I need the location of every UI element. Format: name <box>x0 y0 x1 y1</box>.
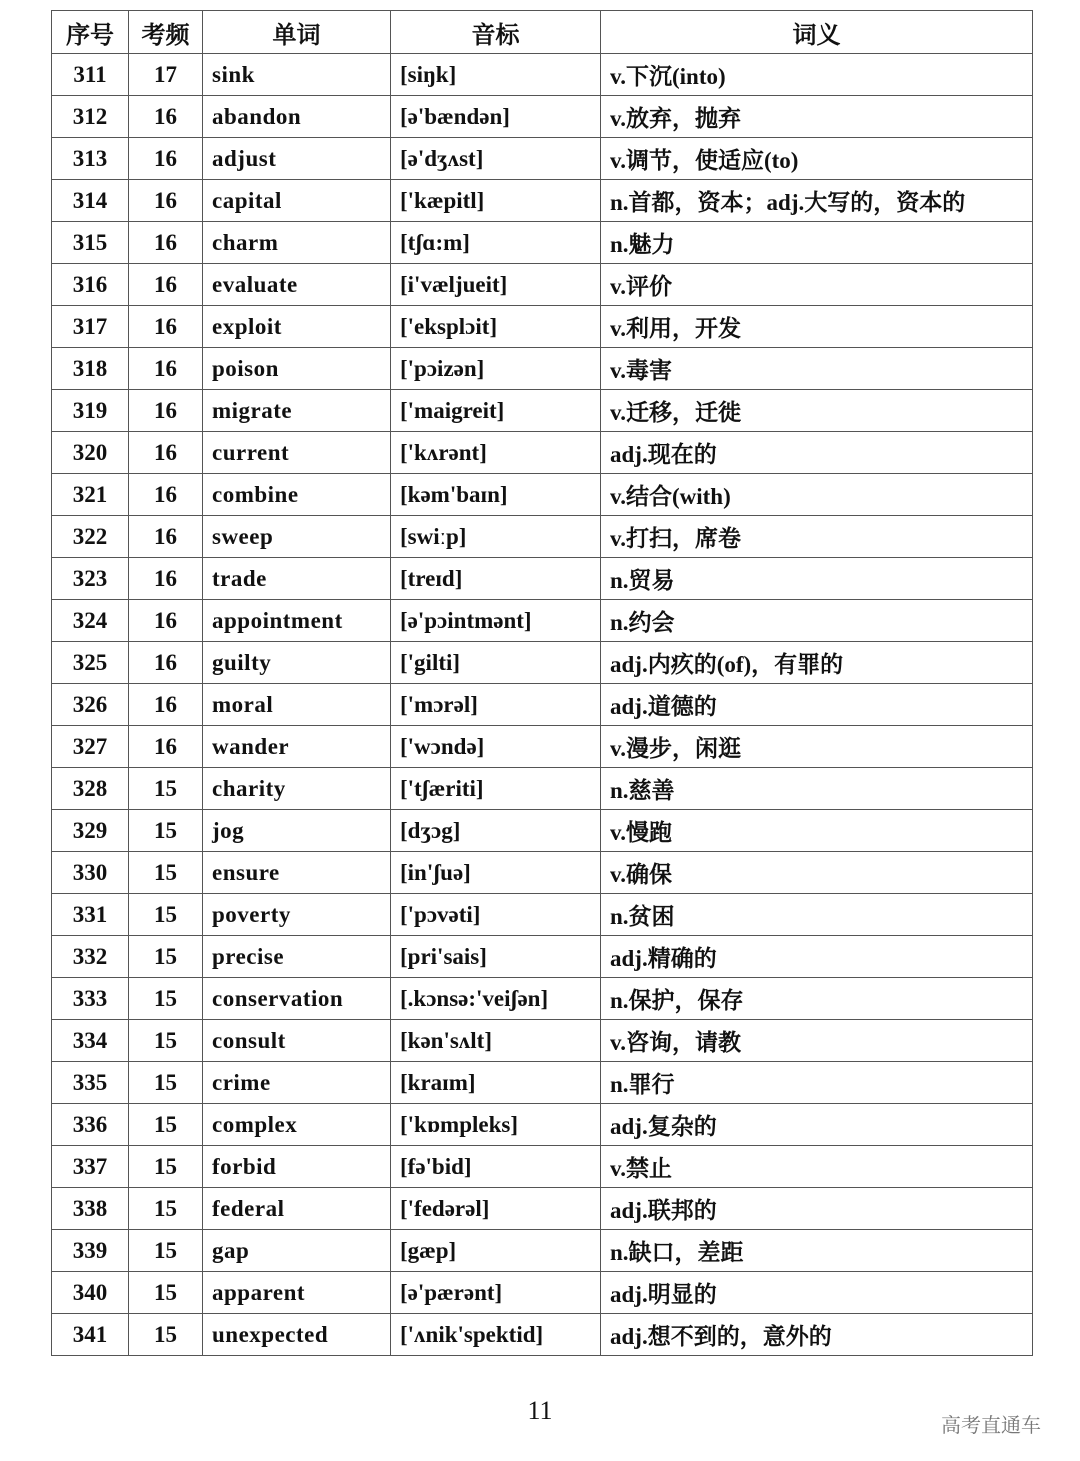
cell-meaning: v.打扫，席卷 <box>601 516 1033 558</box>
header-meaning: 词义 <box>601 11 1033 54</box>
cell-meaning: v.迁移，迁徙 <box>601 390 1033 432</box>
cell-word: guilty <box>203 642 391 684</box>
cell-word: capital <box>203 180 391 222</box>
cell-word: evaluate <box>203 264 391 306</box>
cell-phonetic: [kən'sʌlt] <box>391 1020 601 1062</box>
cell-meaning: v.确保 <box>601 852 1033 894</box>
table-row <box>52 222 1033 264</box>
cell-frequency: 15 <box>129 936 203 978</box>
cell-index: 324 <box>52 600 129 642</box>
header-phonetic: 音标 <box>391 11 601 54</box>
cell-word: complex <box>203 1104 391 1146</box>
table-row <box>52 810 1033 852</box>
cell-index: 327 <box>52 726 129 768</box>
cell-phonetic: [swiːp] <box>391 516 601 558</box>
table-row <box>52 894 1033 936</box>
cell-index: 326 <box>52 684 129 726</box>
cell-frequency: 17 <box>129 54 203 96</box>
cell-index: 332 <box>52 936 129 978</box>
cell-frequency: 16 <box>129 432 203 474</box>
cell-index: 314 <box>52 180 129 222</box>
cell-word: sweep <box>203 516 391 558</box>
cell-word: federal <box>203 1188 391 1230</box>
cell-meaning: n.罪行 <box>601 1062 1033 1104</box>
cell-frequency: 16 <box>129 306 203 348</box>
cell-phonetic: [fə'bid] <box>391 1146 601 1188</box>
cell-frequency: 16 <box>129 180 203 222</box>
cell-phonetic: [ə'bændən] <box>391 96 601 138</box>
watermark: 高考直通车 <box>941 1413 1041 1437</box>
cell-frequency: 15 <box>129 1020 203 1062</box>
table-row <box>52 474 1033 516</box>
cell-phonetic: [pri'sais] <box>391 936 601 978</box>
table-row <box>52 1314 1033 1356</box>
cell-word: exploit <box>203 306 391 348</box>
cell-word: migrate <box>203 390 391 432</box>
cell-phonetic: [gæp] <box>391 1230 601 1272</box>
table-row <box>52 1230 1033 1272</box>
cell-phonetic: ['ʌnik'spektid] <box>391 1314 601 1356</box>
cell-phonetic: [kraɪm] <box>391 1062 601 1104</box>
cell-meaning: n.慈善 <box>601 768 1033 810</box>
cell-frequency: 16 <box>129 726 203 768</box>
cell-frequency: 16 <box>129 348 203 390</box>
cell-frequency: 16 <box>129 96 203 138</box>
cell-meaning: n.缺口，差距 <box>601 1230 1033 1272</box>
cell-meaning: v.放弃，抛弃 <box>601 96 1033 138</box>
cell-meaning: n.首都，资本；adj.大写的，资本的 <box>601 180 1033 222</box>
cell-frequency: 15 <box>129 768 203 810</box>
table-row <box>52 390 1033 432</box>
cell-word: appointment <box>203 600 391 642</box>
cell-phonetic: [treɪd] <box>391 558 601 600</box>
table-row <box>52 684 1033 726</box>
cell-word: forbid <box>203 1146 391 1188</box>
cell-word: consult <box>203 1020 391 1062</box>
cell-index: 311 <box>52 54 129 96</box>
cell-index: 330 <box>52 852 129 894</box>
cell-frequency: 16 <box>129 390 203 432</box>
cell-frequency: 16 <box>129 474 203 516</box>
cell-index: 317 <box>52 306 129 348</box>
cell-frequency: 15 <box>129 1146 203 1188</box>
table-row <box>52 432 1033 474</box>
cell-phonetic: ['pɔizən] <box>391 348 601 390</box>
cell-frequency: 15 <box>129 1314 203 1356</box>
cell-index: 333 <box>52 978 129 1020</box>
cell-phonetic: ['eksplɔit] <box>391 306 601 348</box>
cell-index: 315 <box>52 222 129 264</box>
cell-meaning: v.调节，使适应(to) <box>601 138 1033 180</box>
cell-word: poison <box>203 348 391 390</box>
table-row <box>52 1188 1033 1230</box>
cell-phonetic: ['kæpitl] <box>391 180 601 222</box>
cell-word: jog <box>203 810 391 852</box>
cell-index: 341 <box>52 1314 129 1356</box>
cell-index: 331 <box>52 894 129 936</box>
table-row <box>52 1104 1033 1146</box>
cell-word: adjust <box>203 138 391 180</box>
cell-word: conservation <box>203 978 391 1020</box>
header-row <box>52 11 1033 54</box>
cell-meaning: adj.内疚的(of)，有罪的 <box>601 642 1033 684</box>
cell-phonetic: [ə'dʒʌst] <box>391 138 601 180</box>
table-row <box>52 852 1033 894</box>
cell-frequency: 15 <box>129 1188 203 1230</box>
table-row <box>52 768 1033 810</box>
page-number: 11 <box>527 1396 553 1425</box>
cell-word: charity <box>203 768 391 810</box>
table-row <box>52 1272 1033 1314</box>
cell-frequency: 15 <box>129 810 203 852</box>
cell-phonetic: [siŋk] <box>391 54 601 96</box>
table-row <box>52 1062 1033 1104</box>
cell-meaning: n.约会 <box>601 600 1033 642</box>
cell-meaning: adj.复杂的 <box>601 1104 1033 1146</box>
cell-meaning: adj.明显的 <box>601 1272 1033 1314</box>
cell-meaning: v.利用，开发 <box>601 306 1033 348</box>
cell-phonetic: [dʒɔg] <box>391 810 601 852</box>
cell-meaning: v.结合(with) <box>601 474 1033 516</box>
table-row <box>52 936 1033 978</box>
cell-word: moral <box>203 684 391 726</box>
cell-phonetic: ['maigreit] <box>391 390 601 432</box>
cell-frequency: 15 <box>129 1062 203 1104</box>
table-row <box>52 978 1033 1020</box>
cell-phonetic: [ə'pærənt] <box>391 1272 601 1314</box>
cell-word: apparent <box>203 1272 391 1314</box>
table-row <box>52 96 1033 138</box>
cell-index: 320 <box>52 432 129 474</box>
cell-frequency: 16 <box>129 684 203 726</box>
cell-index: 323 <box>52 558 129 600</box>
cell-frequency: 15 <box>129 1272 203 1314</box>
cell-phonetic: ['wɔndə] <box>391 726 601 768</box>
cell-index: 339 <box>52 1230 129 1272</box>
table-row <box>52 726 1033 768</box>
cell-index: 316 <box>52 264 129 306</box>
cell-index: 318 <box>52 348 129 390</box>
cell-meaning: n.贸易 <box>601 558 1033 600</box>
table-row <box>52 516 1033 558</box>
cell-phonetic: ['kɒmpleks] <box>391 1104 601 1146</box>
table-row <box>52 306 1033 348</box>
cell-meaning: v.评价 <box>601 264 1033 306</box>
table-row <box>52 138 1033 180</box>
table-row <box>52 348 1033 390</box>
cell-frequency: 15 <box>129 1230 203 1272</box>
cell-frequency: 15 <box>129 1104 203 1146</box>
table-row <box>52 54 1033 96</box>
cell-phonetic: ['mɔrəl] <box>391 684 601 726</box>
cell-index: 325 <box>52 642 129 684</box>
cell-word: abandon <box>203 96 391 138</box>
cell-phonetic: [ə'pɔintmənt] <box>391 600 601 642</box>
cell-meaning: adj.想不到的，意外的 <box>601 1314 1033 1356</box>
table-row <box>52 1146 1033 1188</box>
cell-index: 313 <box>52 138 129 180</box>
cell-word: ensure <box>203 852 391 894</box>
cell-index: 321 <box>52 474 129 516</box>
cell-frequency: 16 <box>129 138 203 180</box>
table-row <box>52 600 1033 642</box>
table-row <box>52 264 1033 306</box>
cell-frequency: 16 <box>129 264 203 306</box>
cell-frequency: 15 <box>129 852 203 894</box>
cell-phonetic: [tʃɑ:m] <box>391 222 601 264</box>
cell-index: 338 <box>52 1188 129 1230</box>
cell-word: charm <box>203 222 391 264</box>
cell-word: combine <box>203 474 391 516</box>
cell-meaning: adj.现在的 <box>601 432 1033 474</box>
cell-index: 340 <box>52 1272 129 1314</box>
cell-meaning: v.咨询，请教 <box>601 1020 1033 1062</box>
cell-word: poverty <box>203 894 391 936</box>
cell-phonetic: [.kɔnsə:'veiʃən] <box>391 978 601 1020</box>
cell-phonetic: ['tʃæriti] <box>391 768 601 810</box>
cell-frequency: 16 <box>129 516 203 558</box>
cell-word: wander <box>203 726 391 768</box>
cell-meaning: n.保护，保存 <box>601 978 1033 1020</box>
cell-word: sink <box>203 54 391 96</box>
cell-meaning: v.禁止 <box>601 1146 1033 1188</box>
cell-meaning: v.漫步，闲逛 <box>601 726 1033 768</box>
header-frequency: 考频 <box>129 11 203 54</box>
cell-meaning: v.毒害 <box>601 348 1033 390</box>
cell-index: 322 <box>52 516 129 558</box>
cell-phonetic: ['kʌrənt] <box>391 432 601 474</box>
cell-word: unexpected <box>203 1314 391 1356</box>
cell-frequency: 15 <box>129 894 203 936</box>
cell-index: 329 <box>52 810 129 852</box>
cell-meaning: v.下沉(into) <box>601 54 1033 96</box>
cell-word: gap <box>203 1230 391 1272</box>
cell-word: crime <box>203 1062 391 1104</box>
cell-frequency: 15 <box>129 978 203 1020</box>
header-word: 单词 <box>203 11 391 54</box>
cell-frequency: 16 <box>129 222 203 264</box>
cell-index: 336 <box>52 1104 129 1146</box>
cell-word: precise <box>203 936 391 978</box>
header-index: 序号 <box>52 11 129 54</box>
cell-meaning: v.慢跑 <box>601 810 1033 852</box>
cell-index: 319 <box>52 390 129 432</box>
cell-meaning: n.贫困 <box>601 894 1033 936</box>
cell-phonetic: ['pɔvəti] <box>391 894 601 936</box>
cell-phonetic: ['fedərəl] <box>391 1188 601 1230</box>
cell-frequency: 16 <box>129 600 203 642</box>
table-row <box>52 1020 1033 1062</box>
table-row <box>52 558 1033 600</box>
cell-word: trade <box>203 558 391 600</box>
cell-meaning: adj.道德的 <box>601 684 1033 726</box>
vocabulary-table <box>51 10 1033 1356</box>
cell-index: 334 <box>52 1020 129 1062</box>
cell-index: 337 <box>52 1146 129 1188</box>
cell-meaning: n.魅力 <box>601 222 1033 264</box>
cell-phonetic: ['gilti] <box>391 642 601 684</box>
cell-phonetic: [i'væljueit] <box>391 264 601 306</box>
cell-phonetic: [in'ʃuə] <box>391 852 601 894</box>
cell-index: 312 <box>52 96 129 138</box>
cell-frequency: 16 <box>129 642 203 684</box>
cell-meaning: adj.精确的 <box>601 936 1033 978</box>
table-row <box>52 180 1033 222</box>
cell-meaning: adj.联邦的 <box>601 1188 1033 1230</box>
table-row <box>52 642 1033 684</box>
cell-index: 328 <box>52 768 129 810</box>
cell-phonetic: [kəm'baɪn] <box>391 474 601 516</box>
cell-frequency: 16 <box>129 558 203 600</box>
cell-index: 335 <box>52 1062 129 1104</box>
cell-word: current <box>203 432 391 474</box>
